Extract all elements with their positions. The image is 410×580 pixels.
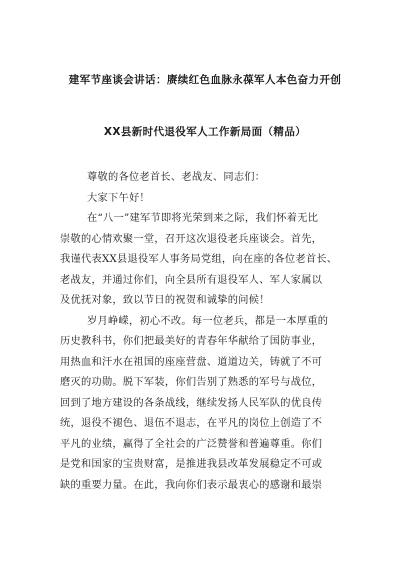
body-line: 缺的重要力量。在此，我向你们表示最衷心的感谢和最崇 xyxy=(60,479,323,491)
body-line: 用热血和汗水在祖国的座座营盘、道道边关，铸就了不可 xyxy=(60,356,323,368)
document-body xyxy=(60,168,352,496)
body-line: 及优抚对象，致以节日的祝贺和诚挚的问候！ xyxy=(60,295,270,306)
body-line: 平凡的业绩，赢得了全社会的广泛赞誉和普遍尊重。你们 xyxy=(60,438,323,450)
body-line: 岁月峥嵘，初心不改。每一位老兵，都是一本厚重的 xyxy=(87,315,329,327)
body-line: 历史教科书，你们把最美好的青春年华献给了国防事业， xyxy=(60,336,323,347)
body-line: 是党和国家的宝贵财富，是推进我县改革发展稳定不可或 xyxy=(60,459,323,470)
body-line: 在“八一”建军节即将光荣到来之际，我们怀着无比 xyxy=(87,213,319,224)
body-line: 大家下午好！ xyxy=(87,192,150,204)
body-line: 磨灭的功勋。脱下军装，你们告别了熟悉的军号与战位， xyxy=(60,377,323,388)
body-line: 老战友，并通过你们，向全县所有退役军人、军人家属以 xyxy=(60,274,323,286)
body-line: 回到了地方建设的各条战线，继续发扬人民军队的优良传 xyxy=(60,397,323,409)
body-line: 我谨代表XX县退役军人事务局党组，向在座的各位老首长、 xyxy=(60,254,338,265)
body-line: 尊敬的各位老首长、老战友、同志们： xyxy=(87,172,266,183)
document-title-line-2: XX县新时代退役军人工作新局面（精品） xyxy=(103,126,307,138)
document-title-line-1: 建军节座谈会讲话：赓续红色血脉永葆军人本色奋力开创 xyxy=(68,74,342,86)
body-line: 统，退役不褪色、退伍不退志，在平凡的岗位上创造了不 xyxy=(60,418,323,429)
body-line: 崇敬的心情欢聚一堂，召开这次退役老兵座谈会。首先， xyxy=(60,233,323,245)
